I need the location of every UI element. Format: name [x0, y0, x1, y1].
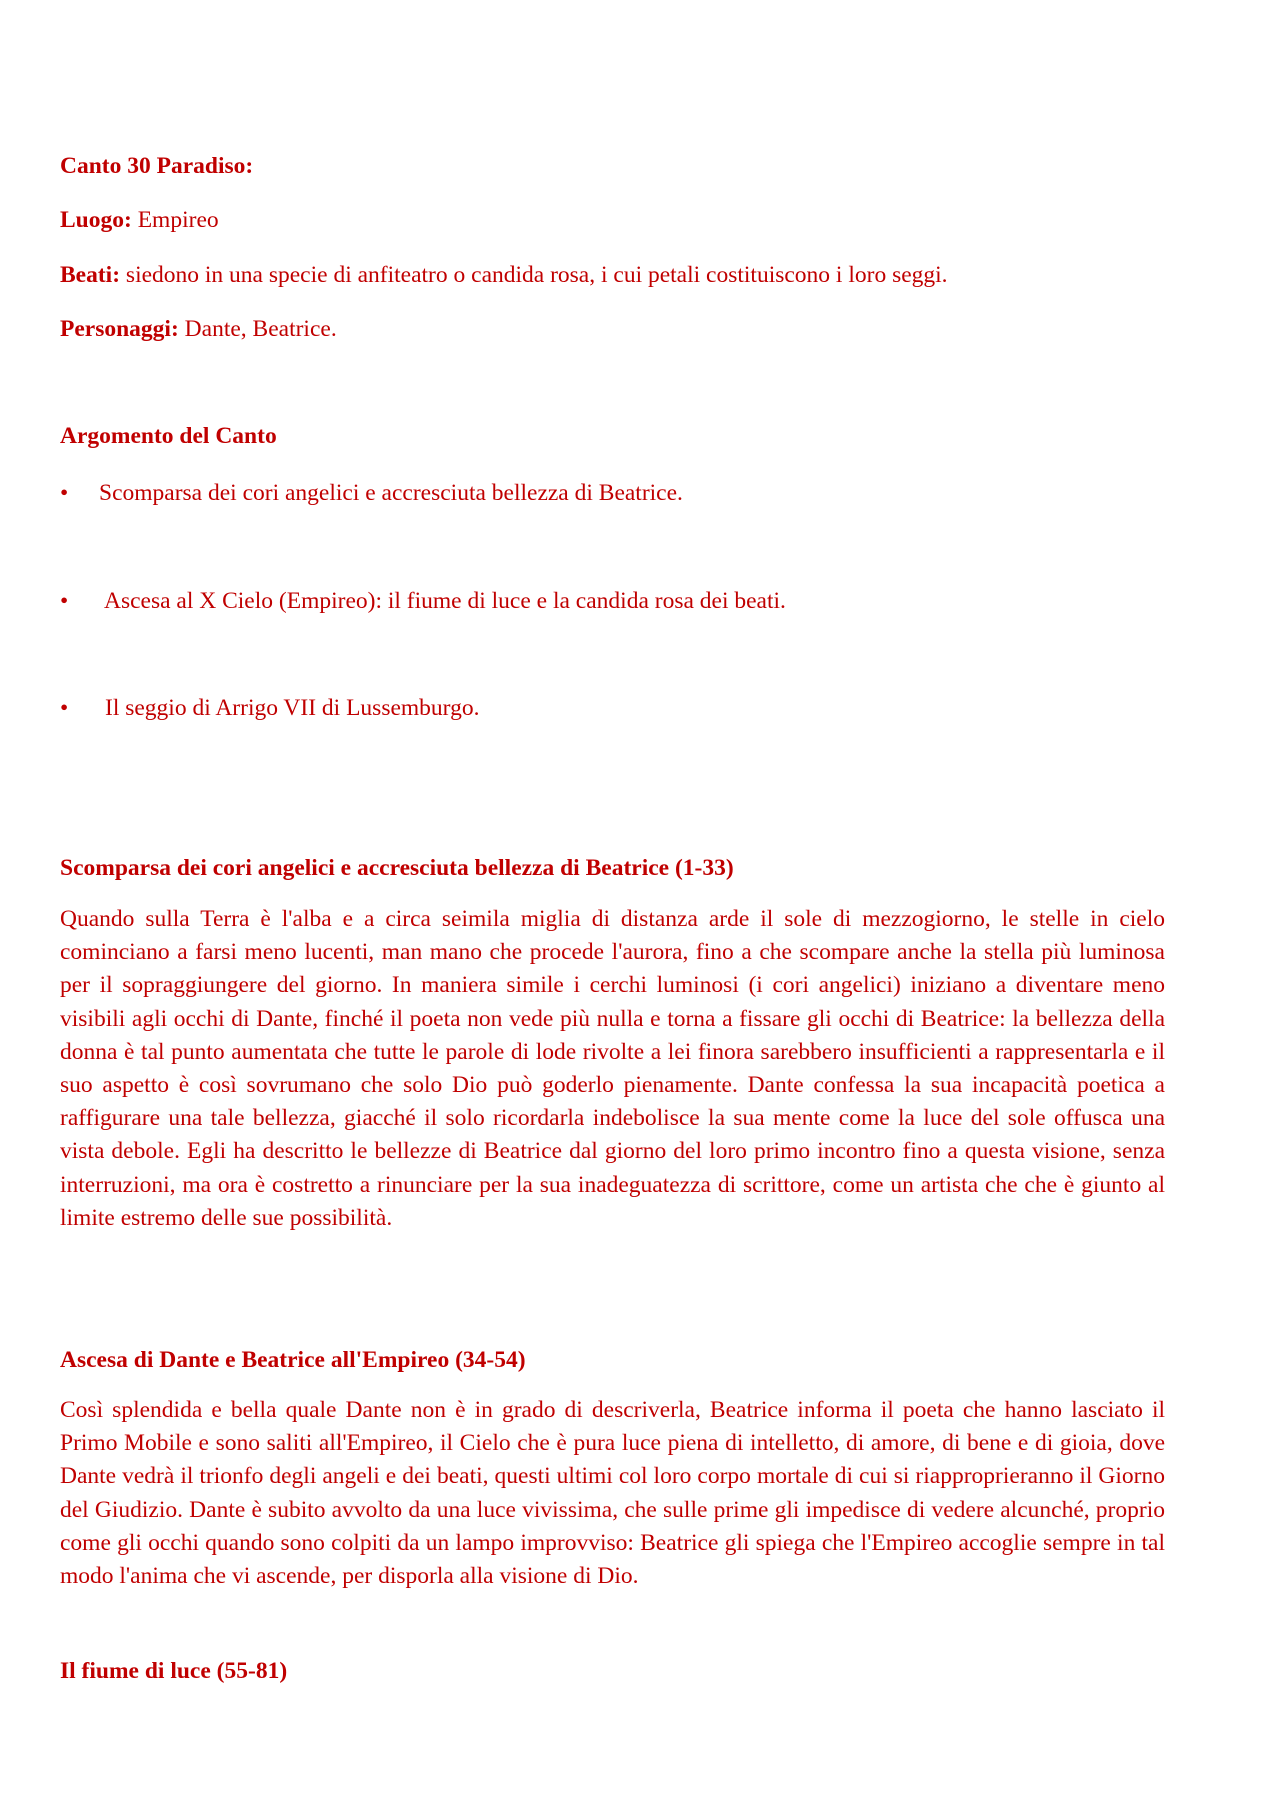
beati-value: siedono in una specie di anfiteatro o candida rosa, i cui petali costituiscono i loro seggi.: [120, 262, 948, 288]
beati-line: [60, 261, 948, 289]
canto-title: Canto 30 Paradiso:: [60, 153, 254, 179]
luogo-value: Empireo: [131, 207, 219, 233]
argomento-item-2: Ascesa al X Cielo (Empireo): il fiume di luce e la candida rosa dei beati.: [104, 588, 786, 614]
argomento-item-3: Il seggio di Arrigo VII di Lussemburgo.: [105, 695, 480, 721]
beati-label: Beati:: [60, 262, 121, 288]
section-heading-2: Ascesa di Dante e Beatrice all'Empireo (34-54): [60, 1347, 526, 1373]
personaggi-label: Personaggi:: [60, 316, 179, 342]
bullet-icon: •: [60, 480, 69, 506]
personaggi-value: Dante, Beatrice.: [178, 316, 337, 342]
luogo-line: [60, 206, 219, 234]
personaggi-line: [60, 315, 337, 343]
bullet-icon: •: [60, 695, 69, 721]
section-text-1: Quando sulla Terra è l'alba e a circa seimila miglia di distanza arde il sole di mezzogiorno, le stelle in cielo cominciano a farsi meno lucenti, man mano che procede l'aurora, fino a che scompare anche la stella più luminosa per il sopraggiungere del giorno. In maniera simile i cerchi luminosi (i cori angelici) iniziano a diventare meno visibili agli occhi di Dante, finché il poeta non vede più nulla e torna a fissare gli occhi di Beatrice: la bellezza della donna è tal punto aumentata che tutte le parole di lode rivolte a lei finora sarebbero insufficienti a rappresentarla e il suo aspetto è così sovrumano che solo Dio può goderlo pienamente. Dante confessa la sua incapacità poetica a raffigurare una tale bellezza, giacché il solo ricordarla indebolisce la sua mente come la luce del sole offusca una vista debole. Egli ha descritto le bellezze di Beatrice dal giorno del loro primo incontro fino a questa visione, senza interruzioni, ma ora è costretto a rinunciare per la sua inadeguatezza di scrittore, come un artista che che è giunto al limite estremo delle sue possibilità.: [60, 906, 1165, 1231]
section-heading-3: Il fiume di luce (55-81): [60, 1658, 288, 1684]
luogo-label: Luogo:: [60, 207, 132, 233]
bullet-icon: •: [60, 588, 69, 614]
argomento-heading: Argomento del Canto: [60, 423, 277, 449]
section-heading-1: Scomparsa dei cori angelici e accresciuta bellezza di Beatrice (1-33): [60, 855, 734, 881]
argomento-item-1: Scomparsa dei cori angelici e accresciuta bellezza di Beatrice.: [99, 480, 683, 506]
section-text-2: Così splendida e bella quale Dante non è in grado di descriverla, Beatrice informa il poeta che hanno lasciato il Primo Mobile e sono saliti all'Empireo, il Cielo che è pura luce piena di intelletto, di amore, di bene e di gioia, dove Dante vedrà il trionfo degli angeli e dei beati, questi ultimi col loro corpo mortale di cui si riapproprieranno il Giorno del Giudizio. Dante è subito avvolto da una luce vivissima, che sulle prime gli impedisce di vedere alcunché, proprio come gli occhi quando sono colpiti da un lampo improvviso: Beatrice gli spiega che l'Empireo accoglie sempre in tal modo l'anima che vi ascende, per disporla alla visione di Dio.: [60, 1397, 1165, 1590]
